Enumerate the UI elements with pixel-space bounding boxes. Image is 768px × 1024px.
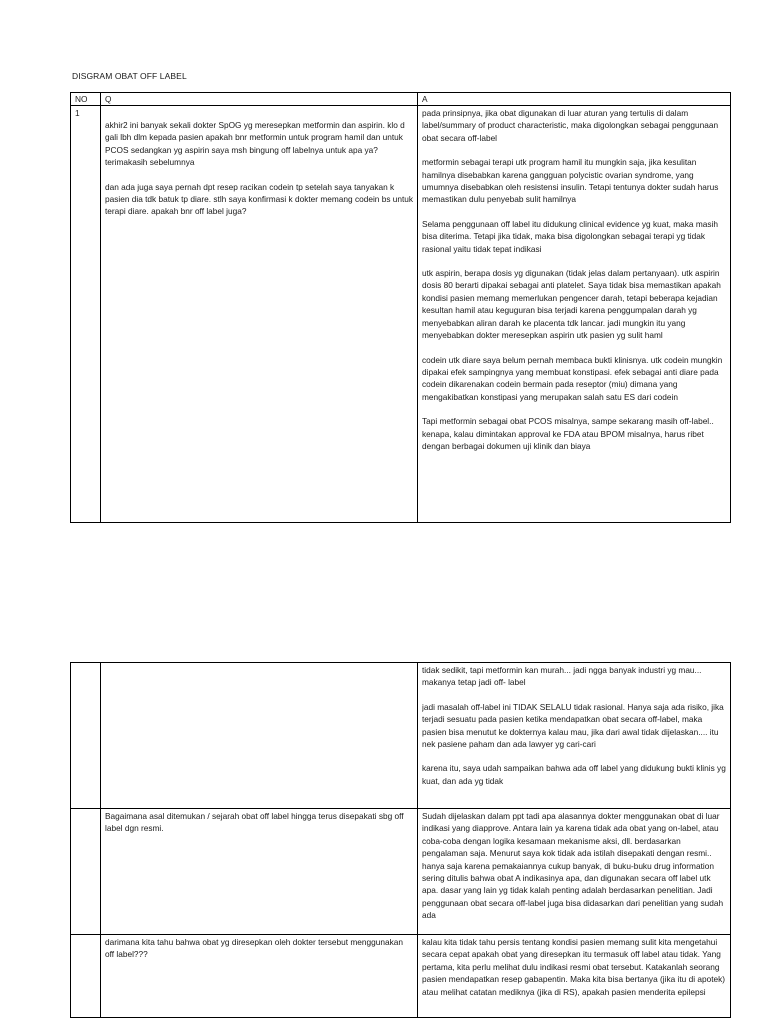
question-paragraph: dan ada juga saya pernah dpt resep racikan codein tp setelah saya tanyakan k pasien dia tdk batuk tp diare. stlh saya konfirmasi k dokter memang codein bs untuk terapi diare. apakah bnr off label juga? bbox=[105, 181, 414, 217]
header-no: NO bbox=[71, 93, 101, 106]
qa-table-page-1 bbox=[70, 92, 731, 523]
row-number bbox=[71, 935, 101, 1018]
row-number bbox=[71, 663, 101, 809]
answer-paragraph: Sudah dijelaskan dalam ppt tadi apa alasannya dokter menggunakan obat di luar indikasi yang diapprove. Antara lain ya karena tidak ada obat yang on-label, atau coba-coba dengan logika kesamaan mekanisme aksi, dll. berdasarkan pengalaman saja. Menurut saya kok tidak ada istilah disepakati dengan resmi.. hanya saja karena pemakaiannya cukup banyak, di buku-buku drug information sering ditulis bahwa obat A indikasinya apa, dan digunakan secara off label utk apa. dasar yang lain yg tidak kalah penting adalah berdasarkan penelitian. Jadi penggunaan obat secara off-label juga bisa didasarkan dari penelitian yang sudah ada bbox=[422, 811, 724, 921]
document-title: DISGRAM OBAT OFF LABEL bbox=[72, 71, 187, 81]
question-cell bbox=[101, 663, 418, 809]
answer-paragraph: utk aspirin, berapa dosis yg digunakan (tidak jelas dalam pertanyaan). utk aspirin dosis 80 berarti dipakai sebagai anti platelet. Saya tidak bisa memastikan apakah kondisi pasien memang memerlukan pengencer darah, tetapi beberapa kejadian kesultan hamil atau keguguran bisa terjadi karena penggumpalan darah yg menyebabkan aliran darah ke placenta tdk lancar. jadi mungkin itu yang menyebabkan dokter meresepkan aspirin utk pasien yg sulit haml bbox=[422, 268, 721, 341]
answer-cell bbox=[418, 663, 731, 809]
question-cell bbox=[101, 809, 418, 935]
row-number bbox=[71, 809, 101, 935]
table-row bbox=[71, 809, 731, 935]
header-a: A bbox=[418, 93, 731, 106]
question-paragraph: Bagaimana asal ditemukan / sejarah obat off label hingga terus disepakati sbg off label dgn resmi. bbox=[105, 811, 404, 834]
answer-cell bbox=[418, 935, 731, 1018]
row-number: 1 bbox=[71, 106, 101, 523]
answer-paragraph: metformin sebagai terapi utk program hamil itu mungkin saja, jika kesulitan hamilnya disebabkan karena gangguan polycistic ovarian syndrome, yang umumnya disebabkan oleh resistensi insulin. Tetapi tentunya dokter sudah harus memastikan dulu penyebab sulit hamilnya bbox=[422, 157, 719, 205]
answer-cell bbox=[418, 106, 731, 523]
table-row bbox=[71, 935, 731, 1018]
answer-paragraph: Selama penggunaan off label itu didukung clinical evidence yg kuat, maka masih bisa diterima. Tetapi jika tidak, maka bisa digolongkan sebagai terapi yg tidak rasional yaitu tidak tepat indikasi bbox=[422, 218, 718, 254]
answer-paragraph: jadi masalah off-label ini TIDAK SELALU tidak rasional. Hanya saja ada risiko, jika terjadi sesuatu pada pasien ketika mendapatkan obat secara off-label, maka pasien bisa menutut ke dokternya kalau mau, jika dari awal tidak dijelaskan.... itu nek pasiene paham dan ada lawyer yg cari-cari bbox=[422, 701, 724, 750]
table-header-row bbox=[71, 93, 731, 106]
qa-table-page-2 bbox=[70, 662, 731, 1018]
question-cell bbox=[101, 106, 418, 523]
answer-paragraph: codein utk diare saya belum pernah membaca bukti klinisnya. utk codein mungkin dipakai efek sampingnya yang membuat konstipasi. efek sebagai anti diare pada codein dikarenakan codein bermain pada reseptor (miu) dimana yang mengakibatkan konstipasi yang merupakan salah satu ES dari codein bbox=[422, 354, 723, 402]
answer-cell bbox=[418, 809, 731, 935]
header-q: Q bbox=[101, 93, 418, 106]
table-row bbox=[71, 663, 731, 809]
answer-paragraph: kalau kita tidak tahu persis tentang kondisi pasien memang sulit kita mengetahui secara cepat apakah obat yang diresepkan itu termasuk off label atau tidak. Yang pertama, kita perlu melihat dulu indikasi resmi obat tersebut. Katakanlah seorang pasien mendapatkan resep gabapentin. Maka kita bisa bertanya (jika itu di apotek) atau melihat catatan mediknya (jika di RS), apakah pasien menderita epilepsi bbox=[422, 937, 726, 997]
question-cell bbox=[101, 935, 418, 1018]
table-row bbox=[71, 106, 731, 523]
question-paragraph: darimana kita tahu bahwa obat yg diresepkan oleh dokter tersebut menggunakan off label??? bbox=[105, 937, 403, 960]
answer-paragraph: Tapi metformin sebagai obat PCOS misalnya, sampe sekarang masih off-label.. kenapa, kalau dimintakan approval ke FDA atau BPOM misalnya, harus ribet dengan berbagai dokumen uji klinik dan biaya bbox=[422, 416, 714, 451]
answer-paragraph: pada prinsipnya, jika obat digunakan di luar aturan yang tertulis di dalam label/summary of product characteristic, maka digolongkan sebagai penggunaan obat secara off-label bbox=[422, 108, 719, 143]
question-paragraph: akhir2 ini banyak sekali dokter SpOG yg meresepkan metformin dan aspirin. klo d gali lbh dlm kepada pasien apakah bnr metformin untuk program hamil dan untuk PCOS sedangkan yg aspirin saya msh bingung off labelnya untuk apa ya? terimakasih sebelumnya bbox=[105, 120, 405, 168]
answer-paragraph: karena itu, saya udah sampaikan bahwa ada off label yang didukung bukti klinis yg kuat, dan ada yg tidak bbox=[422, 763, 726, 786]
answer-paragraph: tidak sedikit, tapi metformin kan murah... jadi ngga banyak industri yg mau... makanya tetap jadi off- label bbox=[422, 665, 702, 688]
